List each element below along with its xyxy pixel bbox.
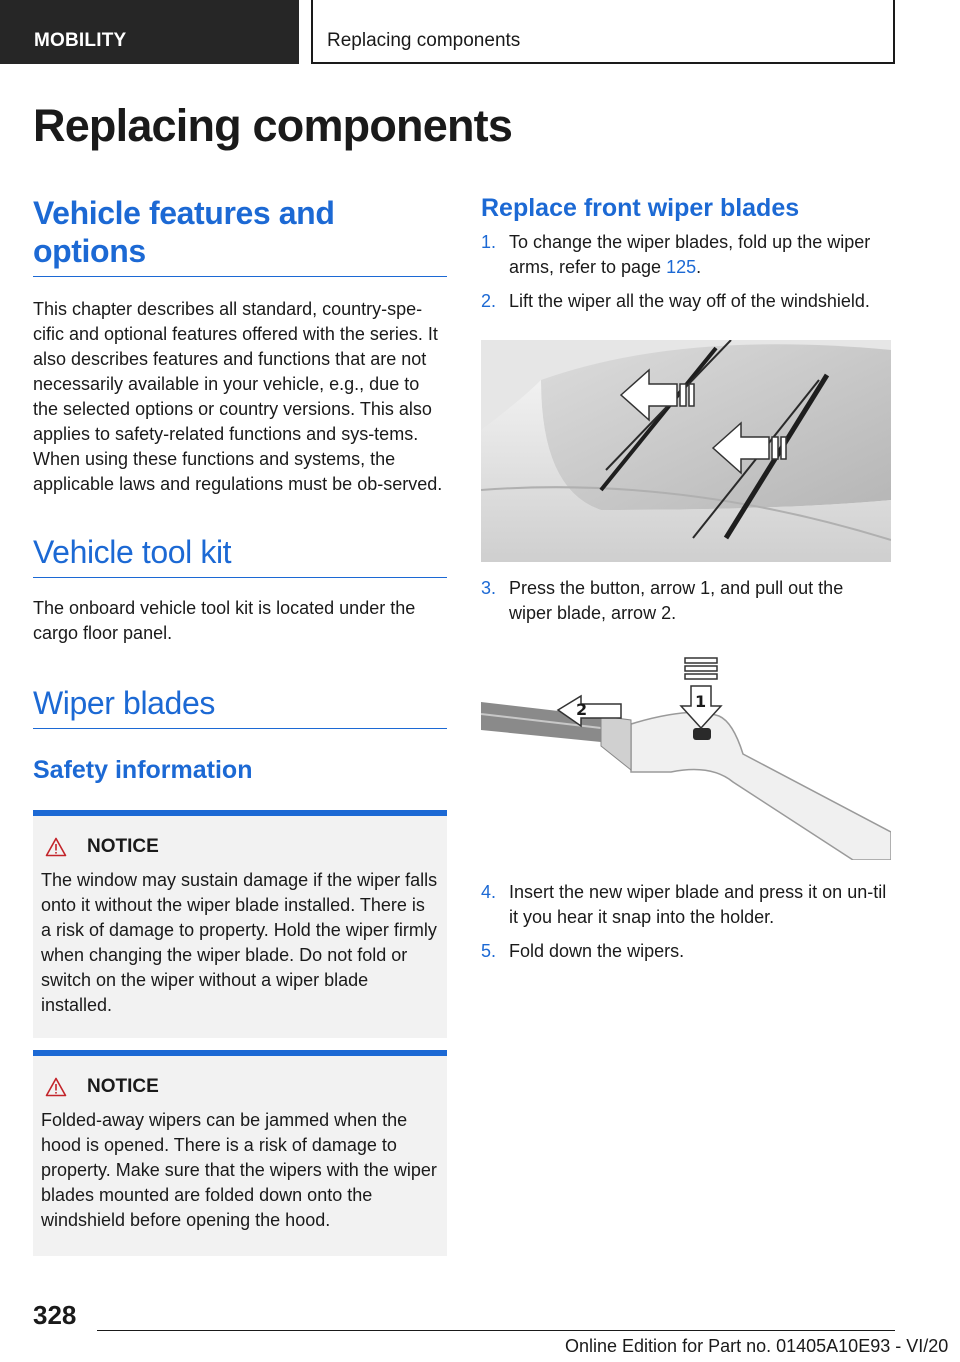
- left-column: [33, 194, 447, 1256]
- step-text: [509, 230, 891, 280]
- heading-safety-information: Safety information: [33, 756, 253, 784]
- step-number: 2.: [481, 291, 497, 311]
- steps-list: [481, 230, 891, 314]
- step-text: Fold down the wipers.: [509, 941, 685, 961]
- list-item: [481, 230, 891, 280]
- list-item: [481, 289, 891, 314]
- warning-icon: [45, 1077, 67, 1097]
- wiper-blade-button-illustration: [481, 654, 891, 860]
- heading-wiper-blades: Wiper blades: [33, 684, 447, 729]
- notice-box: [33, 1050, 447, 1256]
- page-number: 328: [33, 1300, 77, 1330]
- step-text-part: To change the wiper blades, fold up the wiper arms, refer to page: [509, 232, 871, 277]
- notice-text: Folded-away wipers can be jammed when the hood is opened. There is a risk of damage to property. Make sure that the wipers with the wiper blades mounted are folded down onto the windshield before opening the hood.: [41, 1110, 437, 1230]
- step-number: 4.: [481, 882, 497, 902]
- list-item: [481, 939, 891, 964]
- vehicle-features-text: This chapter describes all standard, country-spe-cific and optional features offered with the series. It also describes features and functions that are not necessarily available in your vehicle, e.g., due to the selected options or country versions. This also applies to safety-related functions and sys-tems. When using these functions and systems, the applicable laws and regulations must be ob-served.: [33, 299, 443, 494]
- step-number: 3.: [481, 578, 497, 598]
- figure-label-2: 2: [576, 700, 588, 719]
- notice-header: [41, 836, 439, 858]
- heading-vehicle-tool-kit: Vehicle tool kit: [33, 533, 447, 578]
- list-item: [481, 880, 891, 930]
- heading-replace-front-wiper-blades: Replace front wiper blades: [481, 194, 800, 222]
- step-text: Insert the new wiper blade and press it on un-til it you hear it snap into the holder.: [509, 882, 887, 927]
- list-item: [481, 576, 891, 626]
- step-text-end: .: [696, 257, 702, 277]
- wiper-windshield-illustration: [481, 340, 891, 562]
- page-title: Replacing components: [33, 100, 513, 151]
- step-number: 5.: [481, 941, 497, 961]
- notice-box: [33, 810, 447, 1038]
- notice-label: NOTICE: [87, 1076, 159, 1097]
- steps-list: [481, 880, 891, 964]
- notice-label: NOTICE: [87, 836, 159, 857]
- step-number: 1.: [481, 232, 497, 252]
- footer-divider: [97, 1330, 895, 1331]
- notice-header: [41, 1076, 439, 1098]
- notice-text: The window may sustain damage if the wiper falls onto it without the wiper blade installed. There is a risk of damage to property. Hold the wiper firmly when changing the wiper blade. Do not fold or switch on the wiper without a wiper blade installed.: [41, 870, 438, 1015]
- footer-edition-text: Online Edition for Part no. 01405A10E93 - VI/20: [565, 1336, 949, 1356]
- step-text: Press the button, arrow 1, and pull out the wiper blade, arrow 2.: [509, 578, 844, 623]
- page-reference-link[interactable]: 125: [666, 257, 697, 277]
- steps-list: [481, 576, 891, 626]
- header-section-tab: MOBILITY: [0, 0, 299, 64]
- warning-icon: [45, 837, 67, 857]
- figure-label-1: 1: [695, 692, 707, 711]
- header-chapter-tab: Replacing components: [311, 0, 895, 64]
- heading-vehicle-features: Vehicle features and options: [33, 194, 447, 277]
- tool-kit-text: The onboard vehicle tool kit is located under the cargo floor panel.: [33, 598, 416, 643]
- right-column: [481, 194, 891, 964]
- step-text: Lift the wiper all the way off of the windshield.: [509, 291, 870, 311]
